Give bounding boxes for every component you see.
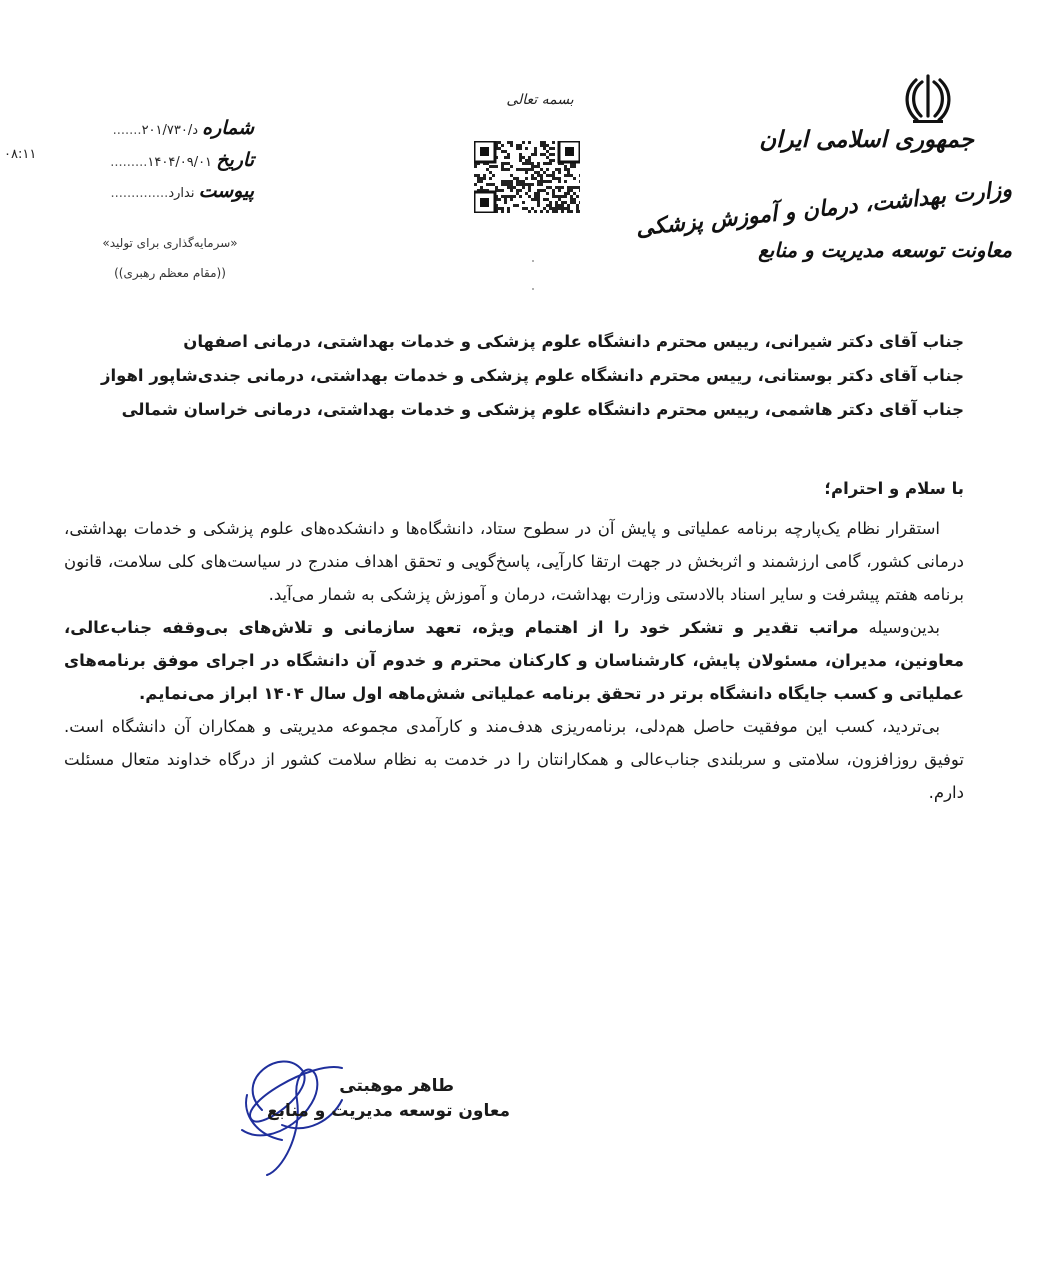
paragraph-2 xyxy=(64,611,964,710)
attachment-dots: .............. xyxy=(110,186,169,201)
logo-text-republic: جمهوری اسلامی ایران xyxy=(759,126,974,153)
body-text xyxy=(64,512,964,809)
date-value: ۱۴۰۴/۰۹/۰۱ xyxy=(147,155,213,170)
paragraph-2-bold: مراتب تقدیر و تشکر خود را از اهتمام ویژه، تعهد سازمانی و تلاش‌های بی‌وقفه جناب‌عالی، معاونین، مدیران، مسئولان پایش، کارشناسان و کارکنان محترم و خدوم آن دانشگاه در اجرای موفق برنامه‌های عملیاتی و کسب جایگاه دانشگاه برتر در تحقق برنامه عملیاتی شش‌ماهه اول سال ۱۴۰۴ ابراز می‌نمایم. xyxy=(64,618,964,703)
recipient-line: جناب آقای دکتر شیرانی، رییس محترم دانشگاه علوم پزشکی و خدمات بهداشتی، درمانی اصفهان xyxy=(183,332,964,351)
letter-number-row xyxy=(113,117,254,139)
date-dots: ......... xyxy=(110,155,148,170)
number-dots: ....... xyxy=(112,123,142,138)
decorative-dot xyxy=(532,260,534,262)
number-label: شماره xyxy=(202,117,254,139)
paragraph-3: بی‌تردید، کسب این موفقیت حاصل هم‌دلی، برنامه‌ریزی هدف‌مند و کارآمدی مجموعه مدیریتی و همکاران آن دانشگاه است. توفیق روزافزون، سلامتی و سربلندی جناب‌عالی و همکارانتان را در خدمت به نظام سلامت کشور از درگاه خداوند متعال مسئلت دارم. xyxy=(64,717,964,802)
greeting: با سلام و احترام؛ xyxy=(824,479,964,498)
time-stamp: ۰۸:۱۱ xyxy=(4,147,37,162)
slogan-line: «سرمایه‌گذاری برای تولید» xyxy=(102,236,238,250)
signatory-title: معاون توسعه مدیریت و منابع xyxy=(266,1101,510,1121)
paragraph-2-lead: بدین‌وسیله xyxy=(858,618,941,637)
letter-date-row xyxy=(110,149,254,171)
iran-emblem-icon xyxy=(905,72,951,124)
recipients-block xyxy=(64,325,964,427)
logo-text-ministry: وزارت بهداشت، درمان و آموزش پزشکی xyxy=(635,176,1014,242)
paragraph-1: استقرار نظام یک‌پارچه برنامه عملیاتی و پایش آن در سطوح ستاد، دانشگاه‌ها و دانشکده‌های علوم پزشکی و خدمات بهداشتی، درمانی کشور، گامی ارزشمند و اثربخش در جهت ارتقا کارآیی، پاسخ‌گویی و تحقق اهداف مندرج در سیاست‌های کلی سلامت، قانون برنامه هفتم پیشرفت و سایر اسناد بالادستی وزارت بهداشت، درمان و آموزش پزشکی به شمار می‌آید. xyxy=(64,519,964,604)
date-label: تاریخ xyxy=(216,149,254,171)
letter-attachment-row xyxy=(110,180,254,202)
number-value: د/۲۰۱/۷۳۰ xyxy=(141,123,199,138)
recipient-line: جناب آقای دکتر هاشمی، رییس محترم دانشگاه علوم پزشکی و خدمات بهداشتی، درمانی خراسان شمالی xyxy=(121,400,964,419)
decorative-dot xyxy=(532,288,534,290)
attachment-label: پیوست xyxy=(198,180,254,202)
bismillah-heading: بسمه تعالی xyxy=(506,92,574,108)
recipient-line: جناب آقای دکتر بوستانی، رییس محترم دانشگاه علوم پزشکی و خدمات بهداشتی، درمانی جندی‌شاپور اهواز xyxy=(100,366,964,385)
signatory-name: طاهر موهبتی xyxy=(339,1076,454,1096)
qr-code-icon xyxy=(474,141,580,213)
slogan-attribution: ((مقام معظم رهبری)) xyxy=(114,266,226,280)
logo-text-deputy: معاونت توسعه مدیریت و منابع xyxy=(758,238,1012,262)
attachment-value: ندارد xyxy=(168,186,195,201)
